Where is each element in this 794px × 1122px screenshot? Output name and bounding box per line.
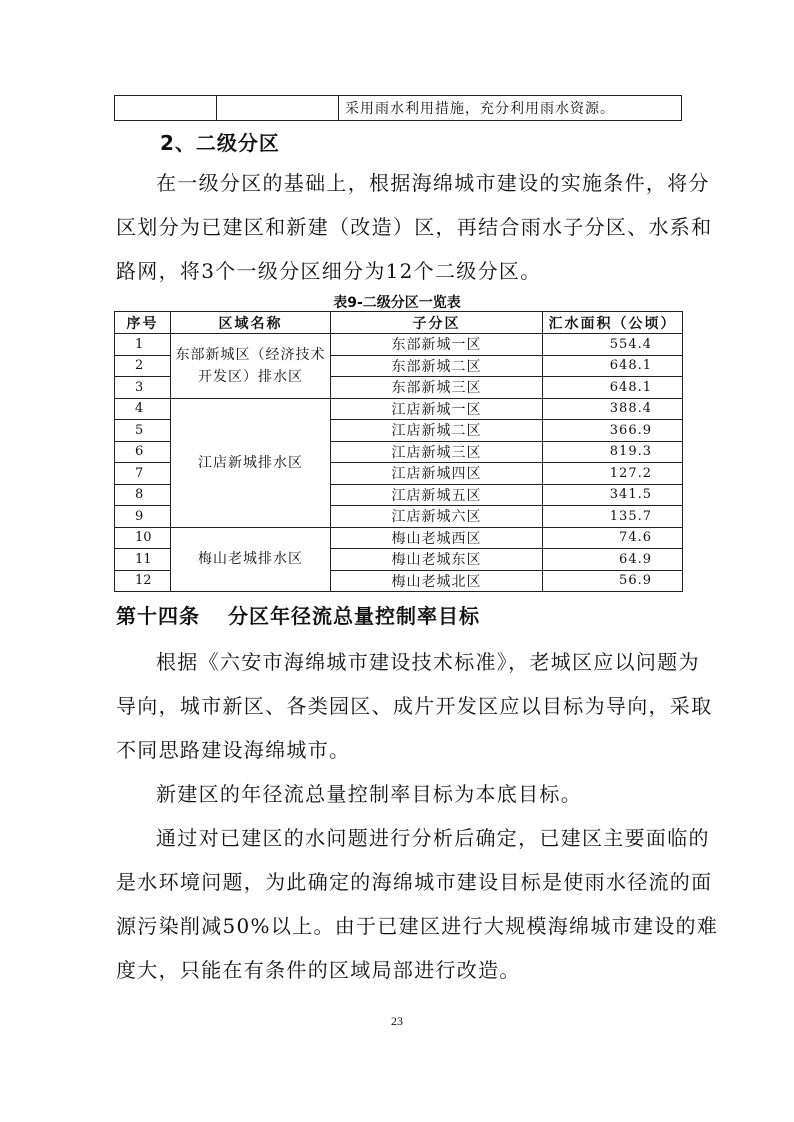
paragraph-4-line-1: 通过对已建区的水问题进行分析后确定，已建区主要面临的: [156, 826, 710, 850]
paragraph-3: [116, 772, 682, 816]
seq-cell: 5: [115, 420, 171, 442]
paragraph-2-line-1: 根据《六安市海绵城市建设技术标准》，老城区应以问题为: [156, 650, 700, 674]
seq-cell: 6: [115, 441, 171, 463]
paragraph-4-line-2: 是水环境问题，为此确定的海绵城市建设目标是使雨水径流的面: [116, 870, 713, 894]
zone-cell-jiangdian: 江店新城排水区: [171, 398, 331, 527]
sub-cell: 江店新城五区: [331, 484, 543, 506]
zone-table: [114, 311, 683, 592]
top-table-cell-2: [217, 96, 339, 121]
seq-cell: 4: [115, 398, 171, 420]
page-number: 23: [391, 1014, 403, 1028]
paragraph-1-line-1: 在一级分区的基础上，根据海绵城市建设的实施条件，将分: [156, 171, 710, 195]
header-sub: 子分区: [331, 312, 543, 334]
table-caption: 表9-二级分区一览表: [333, 295, 461, 311]
header-seq: 序号: [115, 312, 171, 334]
seq-cell: 1: [115, 334, 171, 356]
paragraph-4-line-3: 源污染削减50%以上。由于已建区进行大规模海绵城市建设的难: [116, 914, 719, 938]
sub-cell: 梅山老城西区: [331, 527, 543, 549]
header-area: 汇水面积（公顷）: [543, 312, 683, 334]
sub-cell: 江店新城四区: [331, 463, 543, 485]
sub-cell: 东部新城三区: [331, 377, 543, 399]
top-table-cell-3: 采用雨水利用措施，充分利用雨水资源。: [339, 96, 682, 121]
section-heading: 2、二级分区: [160, 131, 280, 155]
table-row: [115, 334, 683, 356]
sub-cell: 东部新城二区: [331, 355, 543, 377]
top-table-cell-1: [115, 96, 217, 121]
paragraph-4-line-4: 度大，只能在有条件的区域局部进行改造。: [116, 958, 521, 982]
area-cell: 135.7: [543, 506, 683, 528]
area-cell: 74.6: [543, 527, 683, 549]
zone-cell-meishan: 梅山老城排水区: [171, 527, 331, 592]
paragraph-3-line-1: 新建区的年径流总量控制率目标为本底目标。: [156, 782, 582, 806]
paragraph-2: [116, 640, 713, 772]
area-cell: 554.4: [543, 334, 683, 356]
article-number: 第十四条: [116, 604, 200, 628]
area-cell: 64.9: [543, 549, 683, 571]
area-cell: 127.2: [543, 463, 683, 485]
seq-cell: 3: [115, 377, 171, 399]
seq-cell: 9: [115, 506, 171, 528]
area-cell: 819.3: [543, 441, 683, 463]
seq-cell: 11: [115, 549, 171, 571]
table-row: [115, 527, 683, 549]
seq-cell: 10: [115, 527, 171, 549]
paragraph-2-line-3: 不同思路建设海绵城市。: [116, 738, 351, 762]
header-zone: 区域名称: [171, 312, 331, 334]
paragraph-2-line-2: 导向，城市新区、各类园区、成片开发区应以目标为导向，采取: [116, 694, 713, 718]
top-table-fragment: [114, 95, 682, 121]
zone-cell-east: 东部新城区（经济技术开发区）排水区: [171, 334, 331, 399]
sub-cell: 江店新城二区: [331, 420, 543, 442]
paragraph-1: [116, 161, 713, 293]
area-cell: 648.1: [543, 355, 683, 377]
area-cell: 388.4: [543, 398, 683, 420]
seq-cell: 2: [115, 355, 171, 377]
area-cell: 648.1: [543, 377, 683, 399]
sub-cell: 江店新城三区: [331, 441, 543, 463]
sub-cell: 东部新城一区: [331, 334, 543, 356]
area-cell: 366.9: [543, 420, 683, 442]
article-heading: [116, 600, 480, 629]
sub-cell: 梅山老城东区: [331, 549, 543, 571]
paragraph-4: [116, 816, 719, 992]
area-cell: 56.9: [543, 570, 683, 592]
sub-cell: 江店新城六区: [331, 506, 543, 528]
seq-cell: 7: [115, 463, 171, 485]
table-row: [115, 398, 683, 420]
seq-cell: 12: [115, 570, 171, 592]
sub-cell: 梅山老城北区: [331, 570, 543, 592]
article-title: 分区年径流总量控制率目标: [228, 604, 480, 628]
paragraph-1-line-2: 区划分为已建区和新建（改造）区，再结合雨水子分区、水系和: [116, 215, 713, 239]
seq-cell: 8: [115, 484, 171, 506]
area-cell: 341.5: [543, 484, 683, 506]
table-header-row: [115, 312, 683, 334]
paragraph-1-line-3: 路网，将3个一级分区细分为12个二级分区。: [116, 259, 542, 283]
table-row: [115, 96, 682, 121]
sub-cell: 江店新城一区: [331, 398, 543, 420]
